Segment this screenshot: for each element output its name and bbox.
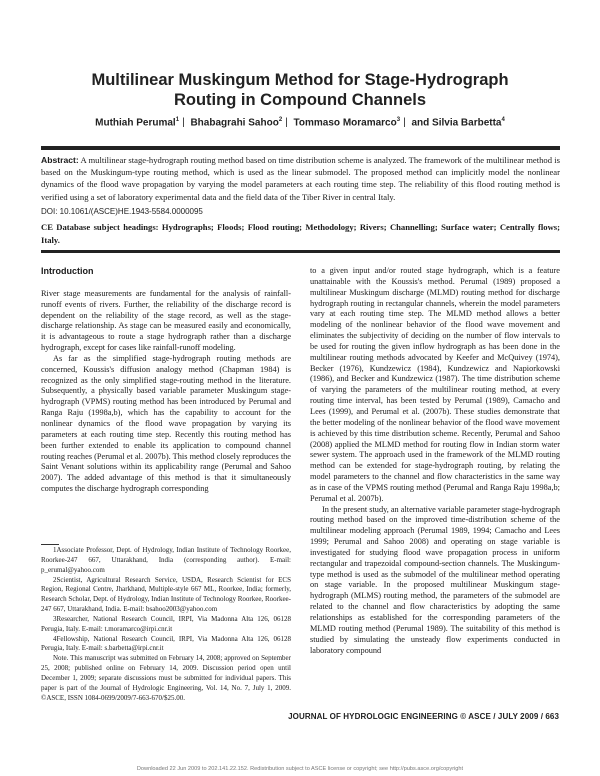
author-affiliation-mark: 3 [396, 117, 401, 123]
download-notice: Downloaded 22 Jun 2009 to 202.141.22.152. Redistribution subject to ASCE license or copyright; see http://pubs.asce.org/copyright [136, 766, 464, 772]
author-separator: | [403, 117, 406, 129]
title-line-2: Routing in Compound Channels [173, 91, 427, 109]
abstract-bottom-rule [41, 250, 560, 253]
subject-headings-text: Hydrographs; Floods; Flood routing; Methodology; Rivers; Channelling; Surface water; Centrally flows; Italy. [41, 222, 560, 245]
subject-headings-label: CE Database subject headings: [41, 222, 159, 232]
author-list [40, 114, 560, 129]
author-name: and Silvia Barbetta [411, 117, 502, 129]
abstract-label: Abstract: [41, 155, 79, 165]
author-affiliation-mark: 1 [175, 117, 180, 123]
abstract-top-rule [41, 146, 560, 150]
author-name: Muthiah Perumal [95, 117, 176, 129]
doi: DOI: 10.1061/(ASCE)HE.1943-5584.0000095 [41, 207, 203, 216]
author-affiliation-mark: 2 [278, 117, 283, 123]
abstract [41, 154, 560, 203]
paper-title [40, 70, 560, 110]
body-paragraph: River stage measurements are fundamental for the analysis of rainfall-runoff events of rivers. Further, the reliability of the discharge record is dependent on the reliability of the stage record, as well as the stage-discharge relationship. As stage can be measured easily and economically, it is advantageous to route a stage hydrograph rather than a discharge hydrograph, except for cases like rainfall-runoff modeling. [41, 288, 291, 353]
body-paragraph: As far as the simplified stage-hydrograph routing methods are concerned, Koussis's diffusion analogy method (Chapman 1984) is recognized as the only simplified stage-routing method in the literature. Subsequently, a physically based variable parameter Muskingum stage-hydrograph (VPMS) routing method has been introduced by Perumal and Ranga Raju (1998a,b), which has the capability to account for the nonlinear dynamics of the flood wave propagation by varying its parameters at each routing time step. Recently this routing method has been further extended to enable its application to compound channel routing reaches (Perumal et al. 2007b). This method closely reproduces the Saint Venant solutions within its applicability range (Perumal and Sahoo 2007). The added advantage of this method is that it simultaneously computes the discharge hydrograph corresponding [41, 353, 291, 494]
title-line-1: Multilinear Muskingum Method for Stage-Hydrograph [91, 71, 509, 89]
footnote: 2Scientist, Agricultural Research Service, USDA, Research Scientist for ECS Region, Regional Centre, Jharkhand, Multiple-style 667 ML, Roorkee, India; formerly, Research Scholar, Dept. of Hydrology, Indian Institute of Technology Roorkee, Roorkee-247 667, Uttarakhand, India. E-mail: bsahoo2003@yahoo.com [41, 575, 291, 614]
subject-headings [41, 221, 560, 247]
body-paragraph: to a given input and/or routed stage hydrograph, which is a feature unattainable with the Koussis's method. Perumal (1989) proposed a multilinear Muskingum discharge (MLMD) routing method for discharge hydrograph routing in rectangular channels, wherein the model parameters vary at each routing time step. The MLMD method allows a better modeling of the nonlinear behavior of the flood wave movement and eliminates the subjectivity of deciding on the number of flow intervals to be used for routing the given inflow hydrograph as has been done in the multilinear routing methods advocated by Keefer and McQuivey (1974), Becker (1976), Kundzewicz (1984), Kundzewicz and Napiorkowski (1986), and Becker and Kundzewicz (1987). The time distribution scheme of varying the parameters of the multilinear routing method, at every routing time interval, has been tested by Perumal (1989), Camacho and Lees (1999), and Perumal et al. (2007b). These studies demonstrate that the better modeling of the nonlinear behavior of the flood wave movement is achieved by this time distribution scheme. Recently, Perumal and Sahoo (2008) applied the MLMD method for routing flow in Indian storm water sewer system. The approach used in the framework of the MLMD routing method can be extended for stage-hydrograph routing, by relating the model parameters to the channel and flow characteristics in the same way as in case of the VPMS routing method (Perumal and Ranga Raju 1998a,b; Perumal et al. 2007b). [310, 266, 560, 503]
footnote: 3Researcher, National Research Council, IRPI, Via Madonna Alta 126, 06128 Perugia, Italy. E-mail: t.moramarco@irpi.cnr.it [41, 614, 291, 633]
abstract-text: A multilinear stage-hydrograph routing method based on time distribution scheme is analyzed. The framework of the multilinear method is based on the Muskingum-type routing method, which is used as the linear submodel. The proposed method can implicitly model the nonlinear dynamics of the flood wave propagation by varying the model parameters at each routing time step. The reliability of this flood routing method is verified using a set of laboratory experimental data and the field data of the Tiber River in central Italy. [41, 155, 560, 202]
left-column [41, 266, 291, 495]
section-heading-introduction: Introduction [41, 266, 94, 276]
right-column [310, 266, 560, 656]
author-separator: | [285, 117, 288, 129]
footnote: Note. This manuscript was submitted on February 14, 2008; approved on September 25, 2008; published online on February 14, 2009. Discussion period open until December 1, 2009; separate discussions must be submitted for individual papers. This paper is part of the Journal of Hydrologic Engineering, Vol. 14, No. 7, July 1, 2009. ©ASCE, ISSN 1084-0699/2009/7-663-670/$25.00. [41, 654, 291, 702]
journal-footer: JOURNAL OF HYDROLOGIC ENGINEERING © ASCE / JULY 2009 / 663 [288, 712, 559, 721]
body-paragraph: In the present study, an alternative variable parameter stage-hydrograph routing method based on the improved time-distribution scheme of the multilinear modeling approach (Perumal 1989, 1994; Camacho and Lees 1999; Perumal and Sahoo 2008) and operating on stage variable is investigated for studying flood wave propagation process in uniform rectangular and trapezoidal compound-section channels. The Muskingum-type method is used as the submodel of the multilinear method operating on stage variable. In the proposed multilinear Muskingum stage-hydrograph (MLMS) routing method, the parameters of the submodel are related to the channel and flow characteristics by adopting the same relationships as established for the corresponding parameters of the MLMD routing method (Perumal 1989). The suitability of this method is studied by simulating the unsteady flow experiments conducted in laboratory compound [310, 504, 560, 655]
author-separator: | [182, 117, 185, 129]
footnote: 1Associate Professor, Dept. of Hydrology, Indian Institute of Technology Roorkee, Roorkee-247 667, Uttarakhand, India (corresponding author). E-mail: p_erumal@yahoo.com [41, 546, 291, 574]
author-affiliation-mark: 4 [501, 117, 505, 123]
author-name: Bhabagrahi Sahoo [190, 117, 279, 129]
footnote-rule [41, 544, 59, 545]
footnotes [41, 546, 291, 704]
author-name: Tommaso Moramarco [293, 117, 397, 129]
footnote: 4Fellowship, National Research Council, IRPI, Via Madonna Alta 126, 06128 Perugia, Italy. E-mail: s.barbetta@irpi.cnr.it [41, 634, 291, 653]
